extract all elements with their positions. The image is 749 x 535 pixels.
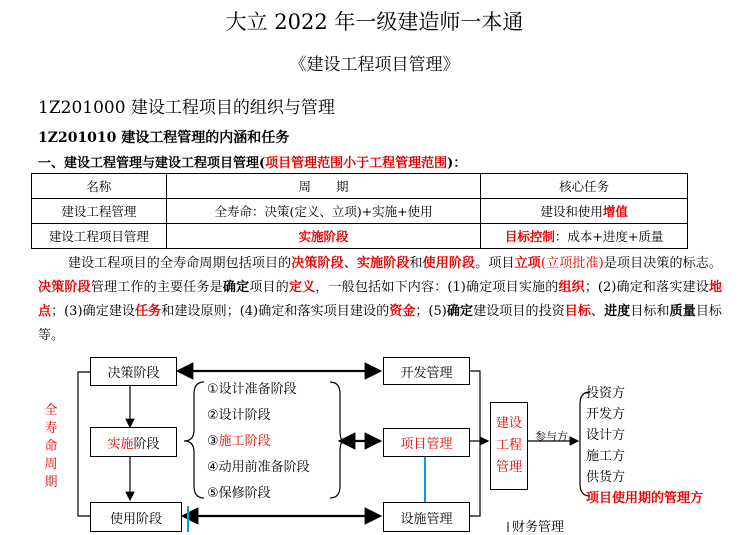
facility-management-box: 设施管理 <box>383 502 470 532</box>
sub-stage-item <box>207 429 310 455</box>
cell-text: ：成本+进度+质量 <box>554 229 664 244</box>
highlight-run: 立项 <box>514 256 541 271</box>
lifecycle-char: 周 <box>44 457 58 472</box>
highlight-run: 目标 <box>564 304 591 319</box>
point-prefix: 一、建设工程管理与建设工程项目管理( <box>38 156 266 171</box>
table-header: 周 期 <box>166 174 481 199</box>
table-header: 核心任务 <box>481 174 688 199</box>
participant-item-highlight: 项目使用期的管理方 <box>586 491 704 506</box>
development-management-box: 开发管理 <box>383 357 470 385</box>
participant-item: 投资方 <box>586 386 626 401</box>
cell-text: 建设和使用 <box>540 204 603 219</box>
highlight-run: (立项批准) <box>540 256 604 271</box>
lifecycle-char: 寿 <box>44 421 58 436</box>
table-cell: 建设工程项目管理 <box>32 224 167 249</box>
sub-stage-list <box>207 377 310 507</box>
bold-run: 确定 <box>446 304 474 319</box>
highlight-run: 决策阶段 <box>38 280 91 295</box>
text-run: 和 <box>409 256 423 271</box>
highlight-run: 定义 <box>288 280 316 295</box>
box-line: 管理 <box>495 460 522 475</box>
participant-item: 施工方 <box>586 449 626 464</box>
table-cell: 全寿命：决策(定义、立项)+实施+使用 <box>166 199 481 224</box>
stage-text: 阶段 <box>133 436 160 452</box>
table-header: 名称 <box>32 174 167 199</box>
participant-item: 设计方 <box>586 428 626 443</box>
text-run: 目标等。 <box>38 304 722 343</box>
text-run: 建设项目的投资 <box>473 304 565 319</box>
text-run: 项目的 <box>249 280 289 295</box>
lifecycle-char: 全 <box>44 403 58 418</box>
participant-item: 开发方 <box>586 407 626 422</box>
sub-stage-number: ③ <box>207 434 219 449</box>
participants-list <box>586 383 703 509</box>
text-run: ；(5) <box>415 304 447 319</box>
document-subtitle: 《建设工程项目管理》 <box>289 55 460 75</box>
highlight-run: 实施阶段 <box>356 256 410 271</box>
lifecycle-label <box>42 402 60 492</box>
bold-run: 进度 <box>604 304 631 319</box>
sub-stage-item: ①设计准备阶段 <box>207 382 297 397</box>
table-cell: 建设工程管理 <box>32 199 167 224</box>
decision-stage-box: 决策阶段 <box>90 357 177 386</box>
lifecycle-char: 期 <box>44 475 58 490</box>
cell-highlight: 增值 <box>602 204 628 219</box>
highlight-run: 使用阶段 <box>422 256 476 271</box>
participant-item: 供货方 <box>586 470 626 485</box>
table-cell: 实施阶段 <box>166 224 481 249</box>
highlight-run: 资金 <box>389 304 416 319</box>
highlight-run: 任务 <box>135 304 162 319</box>
project-management-box: 项目管理 <box>383 428 470 457</box>
use-stage-box: 使用阶段 <box>90 502 182 532</box>
text-run: ；(3)确定建设 <box>51 304 136 319</box>
lifecycle-char: 命 <box>44 439 58 454</box>
highlight-run: 决策阶段 <box>291 256 344 271</box>
sub-stage-item: ⑤保修阶段 <box>207 486 271 501</box>
text-run: 目标和 <box>630 304 670 319</box>
stage-highlight: 实施 <box>107 436 134 452</box>
highlight-run: 组织 <box>558 280 585 295</box>
text-run: 是项目决策的标志。 <box>603 256 722 271</box>
finance-management-label: 财务管理 <box>512 520 565 535</box>
text-run: ，一般包括如下内容：(1)确定项目实施的 <box>315 280 559 295</box>
bold-run: 质量 <box>669 304 696 319</box>
sub-stage-item: ④动用前准备阶段 <box>207 460 310 475</box>
sub-stage-item: ②设计阶段 <box>207 408 271 423</box>
construction-management-box <box>490 402 528 490</box>
bold-run: 确定 <box>222 280 250 295</box>
point-suffix: )： <box>447 156 467 171</box>
text-run: 管理工作的主要任务是 <box>90 280 223 295</box>
participants-label: 参与方 <box>535 430 568 443</box>
highlight-run: 地点 <box>38 280 722 319</box>
chapter-heading: 1Z201000 建设工程项目的组织与管理 <box>38 98 335 118</box>
point-highlight: 项目管理范围小于工程管理范围 <box>265 156 448 171</box>
sub-stage-highlight: 施工阶段 <box>218 434 271 449</box>
box-line: 工程 <box>495 438 522 453</box>
text-run: 、 <box>591 304 605 319</box>
text-run: 建设工程项目的全寿命周期包括项目的 <box>68 256 292 271</box>
box-line: 建设 <box>495 416 522 431</box>
implementation-stage-box <box>90 427 177 457</box>
text-run: 、 <box>343 256 357 271</box>
text-run: ；(2)确定和落实建设 <box>584 280 709 295</box>
section-heading: 1Z201010 建设工程管理的内涵和任务 <box>38 130 290 146</box>
text-run: 和建设原则；(4)确定和落实项目建设的 <box>161 304 390 319</box>
text-run: 。项目 <box>475 256 515 271</box>
cell-highlight: 目标控制 <box>504 229 555 244</box>
document-title: 大立 2022 年一级建造师一本通 <box>225 10 524 34</box>
